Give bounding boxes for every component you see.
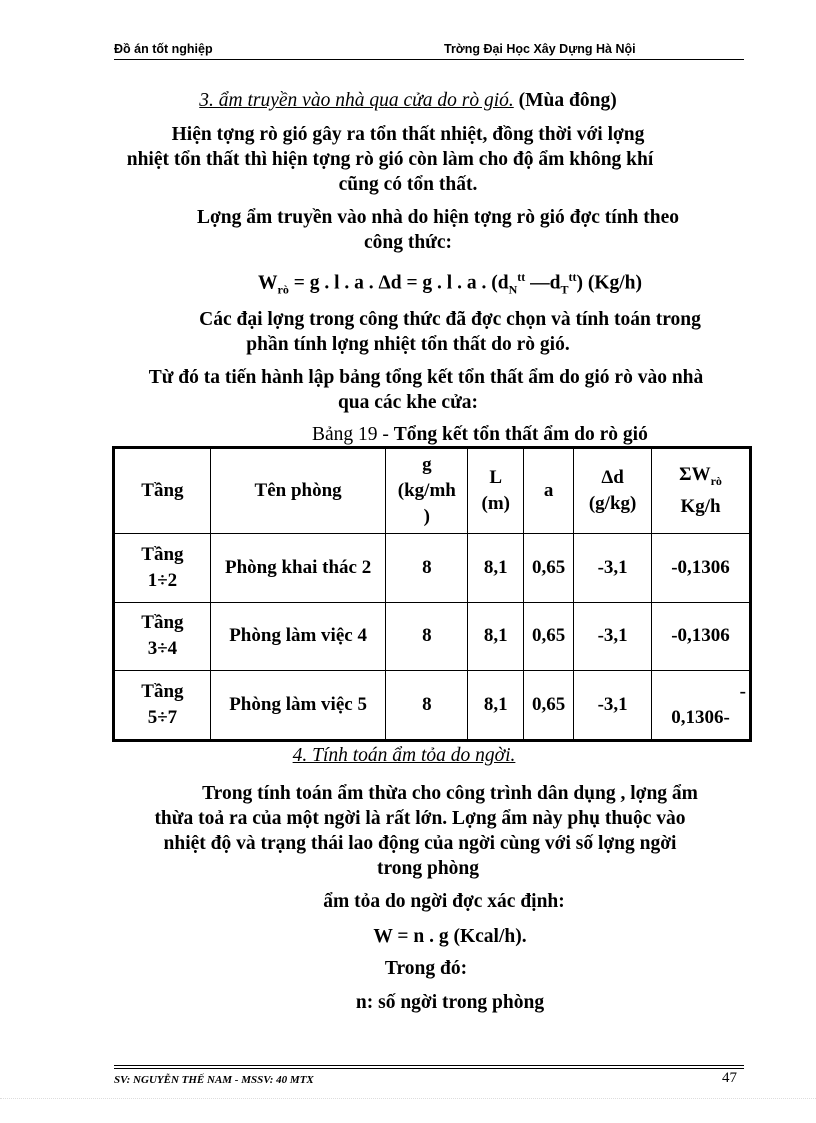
s4-n-def: n: số ngời trong phòng xyxy=(355,992,545,1013)
cell-dd: -3,1 xyxy=(574,533,652,602)
s4-p1-line2: thừa toả ra của một ngời là rất lớn. Lợng ẩm này phụ thuộc vào xyxy=(154,808,686,829)
cell-L: 8,1 xyxy=(468,533,524,602)
table-header-row xyxy=(115,449,750,534)
formula-dash: —d xyxy=(525,272,561,294)
s3-p4-line1: Từ đó ta tiến hành lập bảng tổng kết tổn thất ẩm do gió rò vào nhà xyxy=(148,367,704,388)
page-header xyxy=(114,42,744,60)
formula-delta: Δd xyxy=(378,272,402,294)
header-left: Đồ án tốt nghiệp xyxy=(114,42,213,56)
cell-L: 8,1 xyxy=(468,602,524,671)
s3-p1-line1: Hiện tợng rò gió gây ra tổn thất nhiệt, đồng thời với lợng xyxy=(171,124,645,145)
section4-title xyxy=(0,745,812,767)
s4-p1-line4: trong phòng xyxy=(376,858,480,879)
cell-L: 8,1 xyxy=(468,671,524,740)
table-row xyxy=(115,671,750,740)
s4-determine: ẩm tỏa do ngời đợc xác định: xyxy=(323,891,565,912)
th-w xyxy=(652,449,750,534)
section4-title-text: 4. Tính toán ẩm tỏa do ngời. xyxy=(292,745,516,766)
th-w-1: ΣW xyxy=(679,464,711,486)
s4-p1-line1: Trong tính toán ẩm thừa cho công trình dân dụng , lợng ẩm xyxy=(202,783,698,804)
th-g-1: g xyxy=(422,453,432,475)
th-a: a xyxy=(524,449,574,534)
table-row xyxy=(115,602,750,671)
formula-end: ) (Kg/h) xyxy=(576,272,643,294)
table-caption xyxy=(312,424,648,446)
header-divider xyxy=(114,59,744,60)
cell-tang xyxy=(115,671,211,740)
cell-w-2: 0,1306- xyxy=(671,707,730,729)
formula-w-sub: rò xyxy=(277,282,289,297)
s3-p3-line1: Các đại lợng trong công thức đã đợc chọn và tính toán trong xyxy=(199,309,701,330)
cell-a: 0,65 xyxy=(524,533,574,602)
header-right: Trờng Đại Học Xây Dựng Hà Nội xyxy=(444,42,636,56)
th-dd xyxy=(574,449,652,534)
th-ten-phong: Tên phòng xyxy=(210,449,386,534)
s4-formula: W = n . g (Kcal/h). xyxy=(373,926,527,947)
footer-divider-top xyxy=(114,1065,744,1066)
page-number: 47 xyxy=(722,1070,737,1086)
section3-title xyxy=(0,90,816,112)
cell-a: 0,65 xyxy=(524,671,574,740)
formula-mid: = g . l . a . xyxy=(288,272,379,294)
cell-name: Phòng làm việc 4 xyxy=(210,602,386,671)
cell-name: Phòng làm việc 5 xyxy=(210,671,386,740)
section3-title-text: 3. ẩm truyền vào nhà qua cửa do rò gió. xyxy=(199,90,514,111)
table-row xyxy=(115,533,750,602)
cell-g: 8 xyxy=(386,602,468,671)
s3-p2-line1: Lợng ẩm truyền vào nhà do hiện tợng rò gió đợc tính theo xyxy=(196,207,680,228)
cell-g: 8 xyxy=(386,533,468,602)
s4-p1-line3: nhiệt độ và trạng thái lao động của ngời cùng với số lợng ngời xyxy=(163,833,677,854)
cell-tang-1: Tầng xyxy=(141,681,184,703)
cell-tang-1: Tầng xyxy=(141,612,184,634)
s3-p1-line3: cũng có tổn thất. xyxy=(338,174,478,195)
s3-p3-line2: phần tính lợng nhiệt tổn thất do rò gió. xyxy=(246,334,570,355)
moisture-loss-table xyxy=(114,448,750,740)
th-w-2: Kg/h xyxy=(680,495,721,517)
formula-dn-sub: N xyxy=(508,282,518,297)
th-g-3: ) xyxy=(423,505,430,527)
cell-dd: -3,1 xyxy=(574,671,652,740)
cell-name: Phòng khai thác 2 xyxy=(210,533,386,602)
th-L xyxy=(468,449,524,534)
page-bottom-dotted-line xyxy=(0,1098,816,1099)
cell-tang xyxy=(115,602,211,671)
s3-p4-line2: qua các khe cửa: xyxy=(337,392,479,413)
formula-dn-sup: tt xyxy=(517,270,526,284)
s3-formula xyxy=(258,270,642,297)
th-g xyxy=(386,449,468,534)
s3-p1-line2: nhiệt tổn thất thì hiện tợng rò gió còn làm cho độ ẩm không khí xyxy=(126,149,654,170)
formula-dt-sub: T xyxy=(560,282,569,297)
section3-title-suffix: (Mùa đông) xyxy=(513,90,617,111)
th-w-1-sub: rò xyxy=(710,473,722,488)
formula-w: W xyxy=(258,272,278,294)
footer-divider-bottom xyxy=(114,1068,744,1069)
cell-w: -0,1306 xyxy=(652,602,750,671)
formula-dt-sup: tt xyxy=(568,270,577,284)
s3-p2-line2: công thức: xyxy=(363,232,453,253)
th-L-2: (m) xyxy=(481,492,510,514)
cell-g: 8 xyxy=(386,671,468,740)
th-L-1: L xyxy=(489,466,503,488)
th-tang: Tầng xyxy=(115,449,211,534)
s4-where: Trong đó: xyxy=(384,958,468,979)
footer-left: SV: NGUYỄN THẾ NAM - MSSV: 40 MTX xyxy=(114,1074,314,1086)
table-caption-text: Tổng kết tổn thất ẩm do rò gió xyxy=(393,424,648,445)
cell-tang-2: 5÷7 xyxy=(147,707,178,729)
table-caption-prefix: Bảng 19 - xyxy=(312,424,394,445)
th-dd-2: (g/kg) xyxy=(588,492,637,514)
cell-w xyxy=(652,671,750,740)
cell-dd: -3,1 xyxy=(574,602,652,671)
cell-tang-2: 1÷2 xyxy=(147,569,178,591)
cell-tang-1: Tầng xyxy=(141,543,184,565)
cell-w-1: - xyxy=(739,681,746,703)
cell-a: 0,65 xyxy=(524,602,574,671)
cell-w: -0,1306 xyxy=(652,533,750,602)
th-dd-1: Δd xyxy=(601,466,624,488)
th-g-2: (kg/mh xyxy=(397,479,456,501)
cell-tang-2: 3÷4 xyxy=(147,638,178,660)
cell-tang xyxy=(115,533,211,602)
formula-mid2: = g . l . a . (d xyxy=(401,272,509,294)
